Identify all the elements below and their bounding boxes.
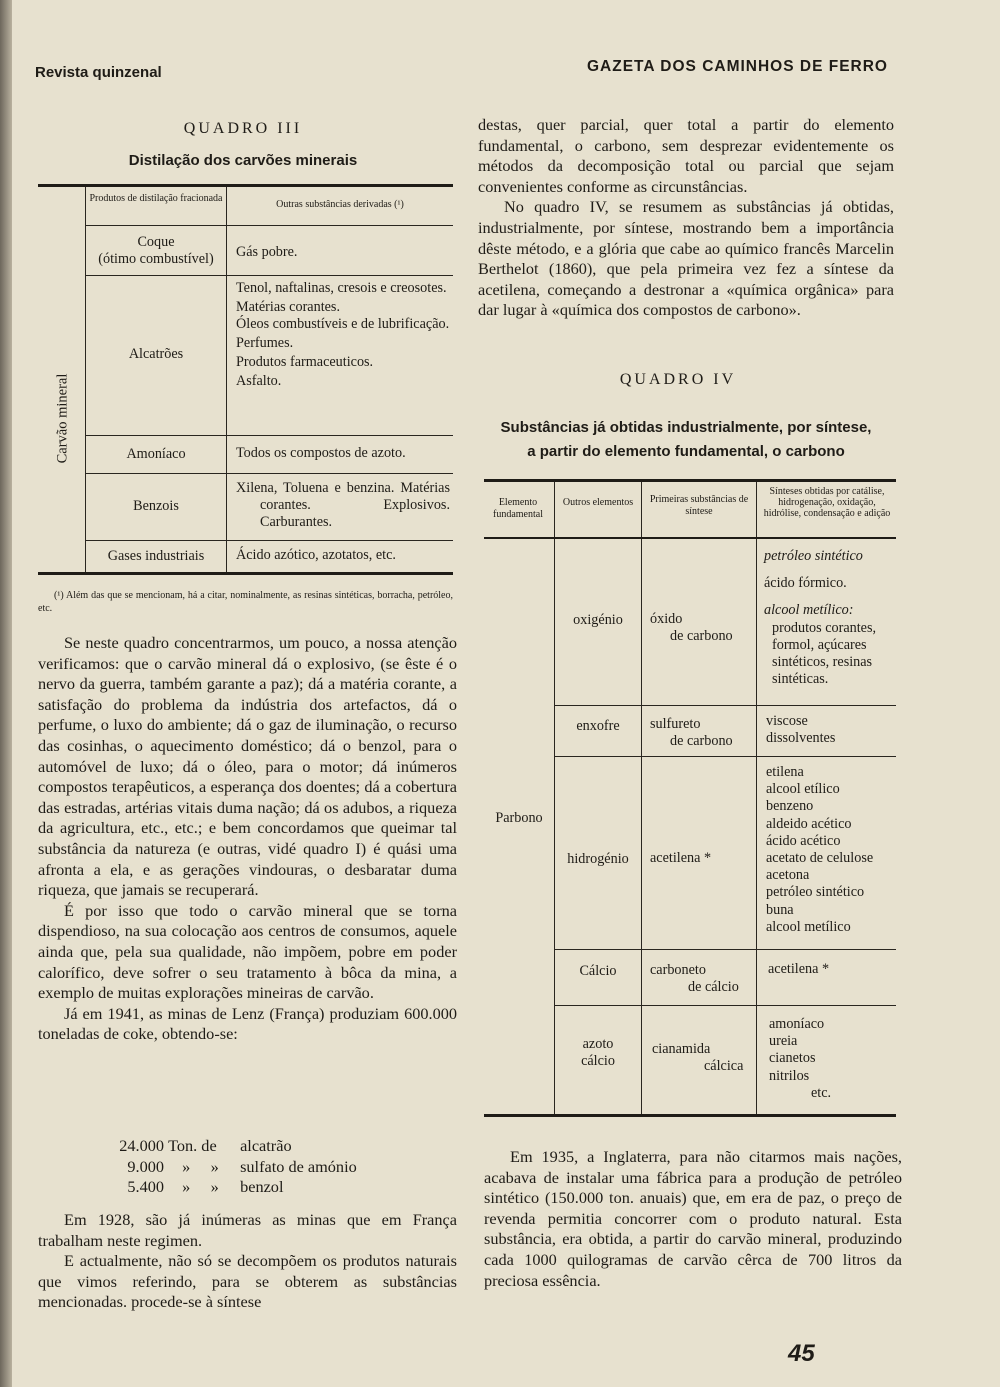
left-column-text — [38, 633, 457, 1045]
quadro3-derived-coque: Gás pobre. — [236, 244, 298, 260]
quadro3-derived-alcatroes: Tenol, naftalinas, cresois e creosotes. Matérias corantes. Óleos combustíveis e de lubrificação. Perfumes. Produtos farmaceuticos. Asfalto. — [236, 280, 450, 389]
quadro4-other-calcio: Cálcio — [579, 963, 617, 979]
right-paragraph-3: Em 1935, a Inglaterra, para não citarmos mais nações, acabava de instalar uma fábrica para a produção de petróleo sintético (150.000 ton. anuais) que, em era de paz, o preço de revenda permitia concorrer com o produto natural. Esta substância, era obtida, a partir do carvão mineral, produzindo cada 1000 quilogramas de carvão cêrca de 700 litros da preciosa essência. — [484, 1147, 902, 1290]
quadro4-first-enxofre: sulfureto de carbono — [650, 716, 733, 749]
quadro4-subtitle: Substâncias já obtidas industrialmente, por síntese, a partir do elemento fundamental, o carbono — [500, 419, 872, 460]
quadro4-first-calcio: carboneto de cálcio — [650, 962, 739, 995]
quadro4-header-first: Primeiras substâncias de síntese — [649, 494, 749, 517]
list-item: 9.000 » » sulfato de amónio — [127, 1156, 357, 1176]
right-column-text-bottom — [484, 1147, 902, 1291]
quadro3-col1-header: Produtos de distilação fracionada — [89, 193, 223, 204]
right-paragraph-1: destas, quer parcial, quer total a partir do elemento fundamental, o carbono, sem desprezar evidentemente os métodos da decomposição total ou parcial que sejam convenientes conforme as circunstâncias. — [478, 115, 894, 196]
quadro4-synth-oxigenio: petróleo sintético ácido fórmico. alcool metílico: produtos corantes, formol, açúcares sintéticos, resinas sintéticas. — [764, 548, 877, 688]
quadro3-product-coque: Coque (ótimo combustível) — [98, 234, 214, 267]
running-header-left: Revista quinzenal — [35, 64, 162, 81]
quadro4-first-azoto-calcio: cianamida cálcica — [652, 1041, 744, 1074]
quadro4-synth-hidrogenio: etilena alcool etílico benzeno aldeido acético ácido acético acetato de celulose acetona petróleo sintético buna alcool metílico — [766, 764, 874, 935]
running-header-right: GAZETA DOS CAMINHOS DE FERRO — [587, 58, 888, 75]
quadro4-other-hidrogenio: hidrogénio — [567, 851, 629, 867]
quadro4-synth-azoto-calcio: amoníaco ureia cianetos nitrilos etc. — [769, 1016, 832, 1101]
page-number: 45 — [788, 1340, 815, 1367]
quadro3-product-gases: Gases industriais — [107, 548, 205, 564]
quadro4-other-azoto-calcio: azoto cálcio — [581, 1036, 615, 1069]
quadro3-derived-benzois: Xilena, Toluena e benzina. Matérias corantes. Explosivos. Carburantes. — [236, 480, 450, 530]
quadro3-derived-gases: Ácido azótico, azotatos, etc. — [236, 547, 396, 563]
quadro4-first-oxigenio: óxido de carbono — [650, 611, 733, 644]
left-paragraph-3: Já em 1941, as minas de Lenz (França) produziam 600.000 toneladas de coke, obtendo-se: — [38, 1003, 457, 1044]
quadro4-header-synth: Sínteses obtidas por catálise, hidrogenação, oxidação, hidrólise, condensação e adição — [763, 486, 891, 519]
left-paragraph-4: Em 1928, são já inúmeras as minas que em França trabalham neste regimen. — [38, 1210, 457, 1250]
quadro4-other-oxigenio: oxigénio — [573, 612, 623, 628]
quadro3-derived-amoniaco: Todos os compostos de azoto. — [236, 445, 406, 461]
quadro4-header-others: Outros elementos — [562, 497, 634, 508]
quadro3-product-alcatroes: Alcatrões — [128, 346, 184, 362]
coke-products-list — [100, 1136, 357, 1198]
quadro4-header-element: Elemento fundamental — [493, 497, 543, 520]
quadro4-first-hidrogenio: acetilena * — [650, 850, 712, 866]
left-paragraph-2: É por isso que todo o carvão mineral que se torna dispendioso, na sua colocação aos centros de consumos, aquele ainda que, pela sua qualidade, não impõem, pobre em poder calorífico, deve sofrer o seu tratamento à bôca da mina, a exemplo de muitas explorações mineiras de carvão. — [38, 900, 457, 1003]
left-paragraph-5: E actualmente, não só se decompõem os produtos naturais que vimos referindo, para se obterem as substâncias mencionadas. procede-se à síntese — [38, 1251, 457, 1312]
left-paragraph-1: Se neste quadro concentrarmos, um pouco, a nossa atenção verificamos: que o carvão mineral dá o explosivo, (se êste é o nervo da guerra, também garante a paz); dá a matéria corante, a satisfação do problema da indústria dos artefactos, dá o perfume, o luxo do ambiente; dá o gaz de iluminação, o recurso das cosinhas, o aquecimento doméstico; dá o benzol, para o automóvel de luxo; dá o óleo, para o motor; dá inúmeros compostos terapêuticos, a esperança dos doentes; dá a cobertura das estradas, artérias vitais duma nação; dá os adubos, a riqueza da agricultura, etc., etc.; e bem concordamos que queimar tal substância da natureza (e outras, vidé quadro I) é quási uma afronta a ela, e as gerações vindouras, o desbaratar duma riqueza, que jamais se recuperará. — [38, 633, 457, 900]
quadro3-col2-header: Outras substâncias derivadas (¹) — [276, 199, 404, 210]
quadro3-title: QUADRO III — [183, 120, 303, 137]
list-item: 5.400 » » benzol — [127, 1177, 284, 1197]
quadro3-subtitle: Distilação dos carvões minerais — [128, 152, 358, 169]
quadro4-element: Parbono — [495, 810, 543, 826]
quadro3-side-label: Carvão mineral — [54, 373, 71, 464]
right-column-text-top — [478, 115, 894, 321]
left-column-text-end — [38, 1210, 457, 1313]
quadro4-other-enxofre: enxofre — [576, 718, 620, 734]
quadro3-footnote: (¹) Além das que se mencionam, há a citar, nominalmente, as resinas sintéticas, borracha, petróleo, etc. — [38, 590, 453, 614]
right-paragraph-2: No quadro IV, se resumem as substâncias já obtidas, industrialmente, por síntese, mostrando bem a importância dêste método, e a glória que cabe ao químico francês Marcelin Berthelot (1860), que pela primeira vez fez a síntese da acetilena, começando a destronar a «química orgânica» para dar lugar à «química dos compostos de carbono». — [478, 197, 894, 320]
quadro4-title: QUADRO IV — [619, 371, 737, 388]
quadro4-synth-calcio: acetilena * — [768, 961, 830, 977]
quadro3-product-benzois: Benzois — [133, 498, 179, 514]
list-item: 24.000 Ton. de alcatrão — [119, 1136, 292, 1155]
page-gutter-shadow — [0, 0, 12, 1387]
quadro3-product-amoniaco: Amoníaco — [126, 446, 186, 462]
quadro4-synth-enxofre: viscose dissolventes — [766, 713, 836, 747]
